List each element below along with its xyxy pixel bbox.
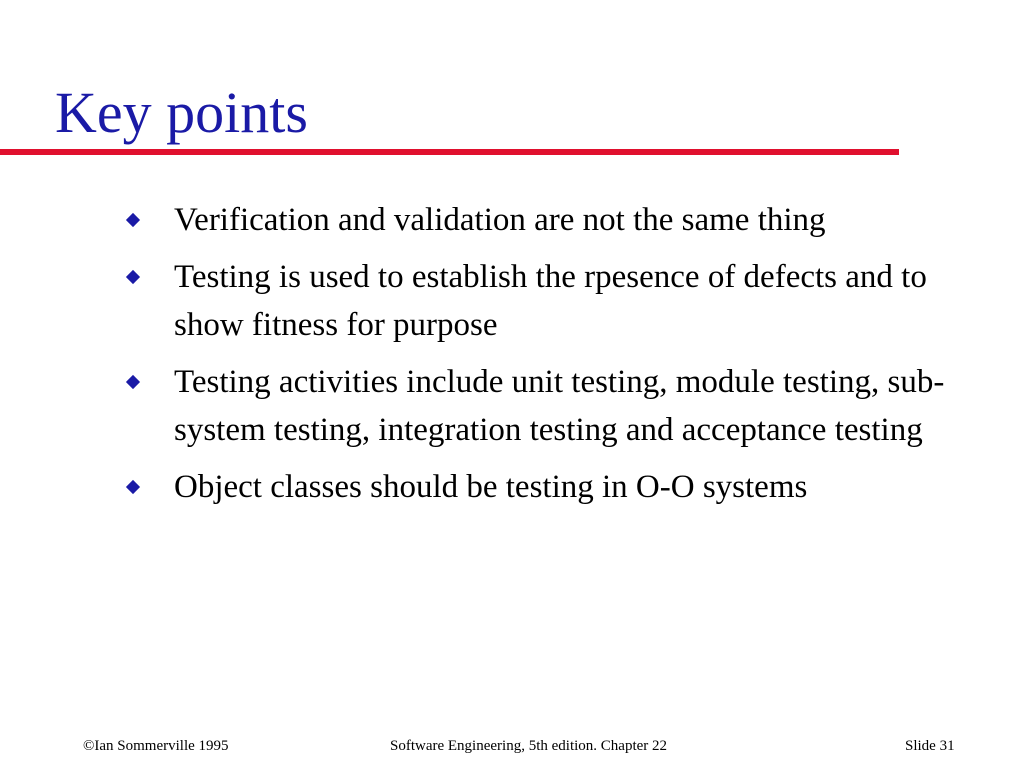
bullet-text: Testing activities include unit testing, module testing, sub-system testing, integration testing and acceptance testing [174,364,945,448]
bullet-item [122,253,1002,349]
bullet-list [122,196,1002,520]
bullet-item [122,358,1002,454]
bullet-text: Verification and validation are not the same thing [174,202,826,238]
slide-title: Key points [55,80,308,145]
bullet-text: Object classes should be testing in O-O systems [174,469,808,505]
title-underline [0,149,899,155]
diamond-icon [126,270,140,284]
diamond-icon [126,480,140,494]
diamond-icon [126,213,140,227]
bullet-item [122,463,1002,511]
bullet-text: Testing is used to establish the rpesence of defects and to show fitness for purpose [174,259,927,343]
diamond-icon [126,375,140,389]
footer-slide-number: Slide 31 [905,738,955,754]
footer-copyright: ©Ian Sommerville 1995 [83,738,229,754]
footer-book-title: Software Engineering, 5th edition. Chapter 22 [390,738,668,754]
bullet-item [122,196,1002,244]
